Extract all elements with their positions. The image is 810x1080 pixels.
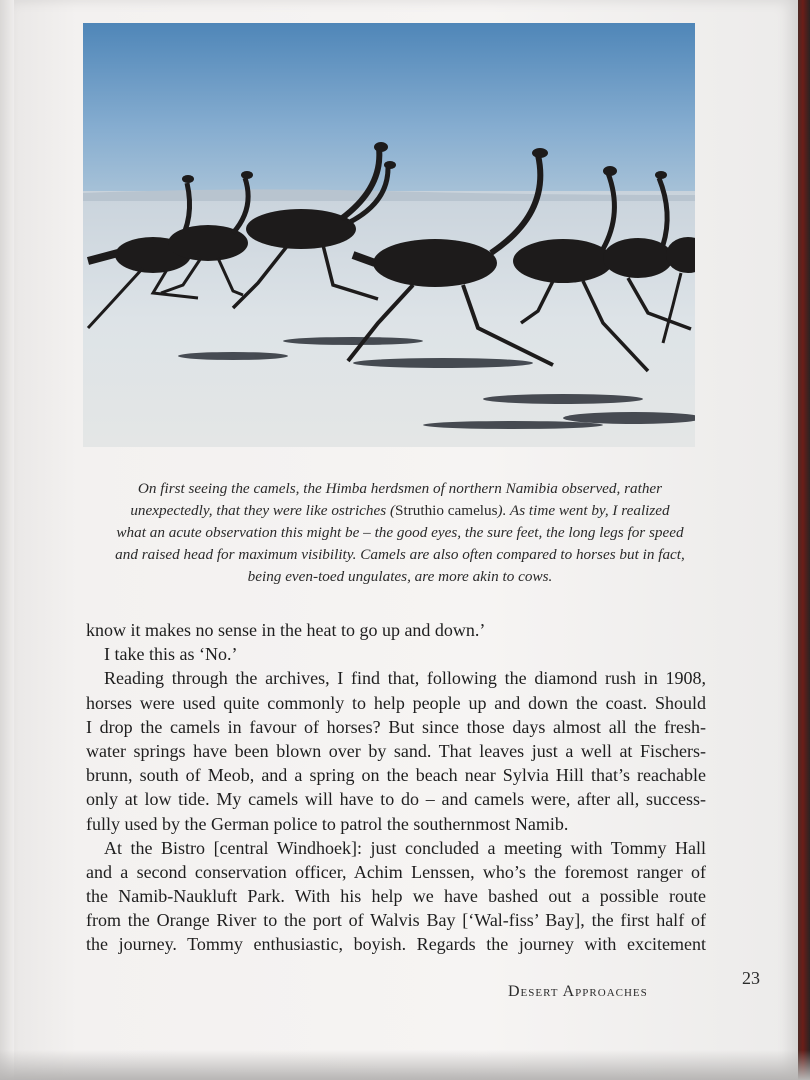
running-footer-title: Desert Approaches [508, 983, 648, 1000]
body-line: I take this as ‘No.’ [104, 644, 238, 665]
body-line: from the Orange River to the port of Walvis Bay [‘Wal-fiss’ Bay], the first half of [86, 910, 706, 931]
body-line: the journey. Tommy enthusiastic, boyish. Regards the journey with excitement [86, 934, 706, 955]
page-number: 23 [742, 968, 760, 988]
page-bottom-shadow [0, 1050, 810, 1080]
body-line: the Namib-Naukluft Park. With his help we have bashed out a possible route [86, 886, 706, 907]
species-name: Struthio camelus [395, 502, 498, 519]
body-line: only at low tide. My camels will have to do – and camels were, after all, success- [86, 789, 706, 810]
body-line: horses were used quite commonly to help people up and down the coast. Should [86, 692, 706, 713]
caption-line: unexpectedly, that they were like ostriches (Struthio camelus). As time went by, I realized [130, 502, 670, 519]
body-line: Reading through the archives, I find that, following the diamond rush in 1908, [104, 668, 706, 689]
photo-caption [86, 478, 714, 588]
body-line: At the Bistro [central Windhoek]: just concluded a meeting with Tommy Hall [104, 837, 706, 858]
body-line: I drop the camels in favour of horses? But since those days almost all the fresh- [86, 716, 706, 737]
body-line: and a second conservation officer, Achim Lenssen, who’s the foremost ranger of [86, 861, 706, 882]
body-line: water springs have been blown over by sand. That leaves just a well at Fischers- [86, 740, 706, 761]
caption-line: what an acute observation this might be – the good eyes, the sure feet, the long legs for speed [116, 524, 684, 541]
body-text [86, 618, 706, 957]
body-line: fully used by the German police to patrol the southernmost Namib. [86, 813, 569, 834]
ostrich-photo [83, 23, 695, 447]
caption-line: On first seeing the camels, the Himba herdsmen of northern Namibia observed, rather [137, 480, 663, 497]
book-gutter [0, 0, 14, 1080]
body-line: know it makes no sense in the heat to go up and down.’ [86, 620, 486, 640]
caption-line: and raised head for maximum visibility. Camels are also often compared to horses but in fact, [115, 546, 685, 563]
book-edge [798, 0, 810, 1080]
body-line: brunn, south of Meob, and a spring on the beach near Sylvia Hill that’s reachable [86, 765, 706, 786]
caption-line: being even-toed ungulates, are more akin to cows. [247, 568, 553, 585]
